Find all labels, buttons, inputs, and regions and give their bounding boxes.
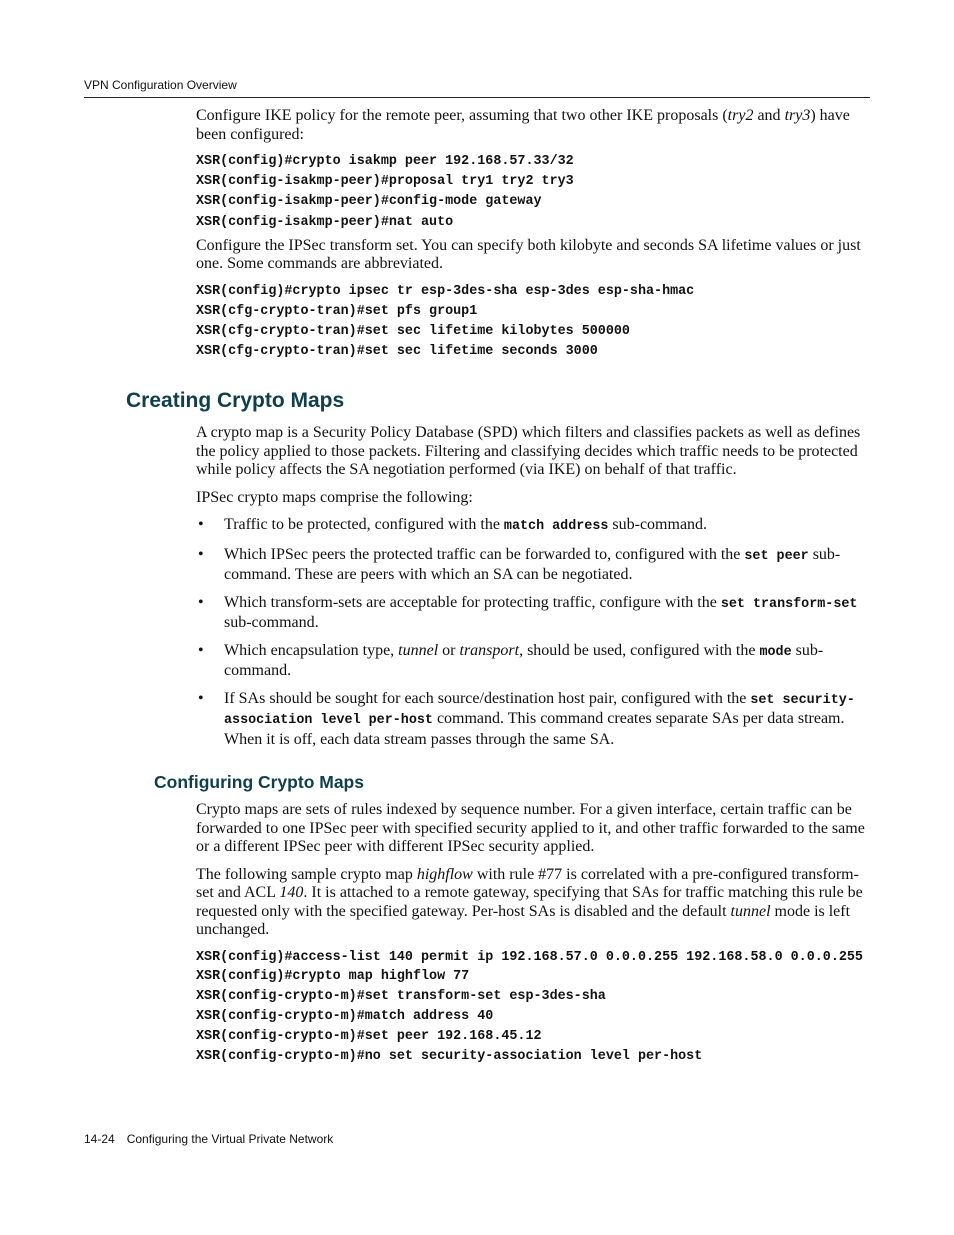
emphasis-tunnel: tunnel xyxy=(398,641,439,659)
proposal-name-try3: try3 xyxy=(784,107,811,124)
code-line: XSR(cfg-crypto-tran)#set pfs group1 xyxy=(196,304,478,320)
header-rule xyxy=(84,97,870,98)
inline-code: set peer xyxy=(744,548,809,564)
bullet: • xyxy=(198,545,204,563)
text-span: ) have been configured: xyxy=(196,107,850,143)
intro-paragraph-ike xyxy=(196,107,868,144)
paragraph-crypto-map-definition: A crypto map is a Security Policy Database (SPD) which filters and classifies packets as well as defines the policy applied to those packets. Filtering and classifying decides which traffic needs to be protected while policy affects the SA negotiation performed (via IKE) on behalf of that traffic. xyxy=(196,424,861,478)
text-span: mode is left unchanged. xyxy=(196,902,851,938)
text-span: sub-command. xyxy=(224,614,319,631)
list-item xyxy=(196,642,868,681)
page-number: 14-24 xyxy=(84,1132,115,1146)
chapter-title: Configuring the Virtual Private Network xyxy=(126,1132,334,1146)
paragraph-sample-crypto-map xyxy=(196,866,868,940)
bullet: • xyxy=(198,516,204,533)
code-line: XSR(config-isakmp-peer)#nat auto xyxy=(196,214,454,230)
list-item xyxy=(196,690,868,750)
text-span: The following sample crypto map xyxy=(196,865,417,883)
code-block-ike xyxy=(196,152,868,233)
intro-paragraph-transform: Configure the IPSec transform set. You can specify both kilobyte and seconds SA lifetime values or just one. Some commands are abbreviated. xyxy=(196,236,861,273)
text-span: If SAs should be sought for each source/destination host pair, configured with the xyxy=(224,689,751,707)
inline-code: set transform-set xyxy=(720,596,858,612)
section-creating-crypto-maps xyxy=(196,424,868,758)
code-block-crypto-map xyxy=(196,948,868,1068)
text-span: Which encapsulation type, xyxy=(224,641,399,659)
code-line: XSR(config-isakmp-peer)#proposal try1 try2 try3 xyxy=(196,174,574,190)
section-heading-creating-crypto-maps: Creating Crypto Maps xyxy=(126,389,345,412)
list-item xyxy=(196,594,868,633)
bullet-list xyxy=(196,516,868,749)
code-line: XSR(cfg-crypto-tran)#set sec lifetime kilobytes 500000 xyxy=(196,324,630,340)
paragraph-crypto-map-components: IPSec crypto maps comprise the following: xyxy=(196,488,473,506)
text-span: . It is attached to a remote gateway, specifying that SAs for traffic matching this rule be requested only with the specified gateway. Per-host SAs is disabled and the default xyxy=(196,884,863,920)
bullet: • xyxy=(198,689,204,707)
text-span: Which transform-sets are acceptable for protecting traffic, configure with the xyxy=(224,593,721,611)
list-item xyxy=(196,516,868,537)
text-span: or xyxy=(438,641,460,659)
text-span: sub-command. These are peers with which an SA can be negotiated. xyxy=(224,545,841,583)
paragraph-crypto-map-rules: Crypto maps are sets of rules indexed by sequence number. For a given interface, certain traffic can be forwarded to one IPSec peer with specified security applied to it, and other traffic forwarded to the same or a different IPSec peer with different IPSec security applied. xyxy=(196,801,865,855)
bullet: • xyxy=(198,641,204,659)
inline-code: match address xyxy=(503,519,609,534)
text-span: sub-command. xyxy=(224,641,824,679)
text-span: Which IPSec peers the protected traffic can be forwarded to, configured with the xyxy=(224,545,745,563)
code-line: XSR(config-isakmp-peer)#config-mode gateway xyxy=(196,194,542,210)
section-heading-configuring-crypto-maps: Configuring Crypto Maps xyxy=(154,772,364,792)
text-span: and xyxy=(753,107,785,124)
bullet: • xyxy=(198,593,204,611)
proposal-name-try2: try2 xyxy=(727,107,754,124)
text-span: Traffic to be protected, configured with the xyxy=(224,516,504,533)
text-span: command. This command creates separate SAs per data stream. When it is off, each data stream passes through the same SA. xyxy=(224,710,845,748)
code-line: XSR(config-crypto-m)#set peer 192.168.45.12 xyxy=(196,1029,542,1045)
code-line: XSR(config)#access-list 140 permit ip 192.168.57.0 0.0.0.255 192.168.58.0 0.0.0.255 xyxy=(196,949,863,965)
list-item xyxy=(196,546,868,585)
intro-content xyxy=(196,107,868,367)
emphasis-transport: transport xyxy=(459,641,520,659)
text-span: with rule #77 is correlated with a pre-configured transform-set and ACL xyxy=(196,865,859,901)
text-span: sub-command. xyxy=(608,516,708,533)
emphasis-acl-140: 140 xyxy=(279,884,304,901)
text-span: Configure IKE policy for the remote peer, assuming that two other IKE proposals ( xyxy=(196,107,728,124)
running-header: VPN Configuration Overview xyxy=(84,78,237,92)
running-footer xyxy=(84,1132,333,1146)
code-line: XSR(config)#crypto isakmp peer 192.168.57.33/32 xyxy=(196,154,574,169)
code-line: XSR(config-crypto-m)#no set security-association level per-host xyxy=(196,1049,703,1065)
emphasis-highflow: highflow xyxy=(416,865,473,883)
text-span: , should be used, configured with the xyxy=(519,641,760,659)
inline-code: mode xyxy=(759,644,792,660)
code-line: XSR(config-crypto-m)#set transform-set esp-3des-sha xyxy=(196,988,606,1004)
inline-code: set security-association level per-host xyxy=(224,692,855,728)
code-line: XSR(cfg-crypto-tran)#set sec lifetime seconds 3000 xyxy=(196,344,598,360)
emphasis-tunnel: tunnel xyxy=(730,902,771,920)
code-line: XSR(config)#crypto ipsec tr esp-3des-sha esp-3des esp-sha-hmac xyxy=(196,283,695,299)
section-configuring-crypto-maps xyxy=(196,801,868,1072)
code-line: XSR(config)#crypto map highflow 77 xyxy=(196,968,470,984)
code-line: XSR(config-crypto-m)#match address 40 xyxy=(196,1008,494,1024)
code-block-transform xyxy=(196,282,868,363)
